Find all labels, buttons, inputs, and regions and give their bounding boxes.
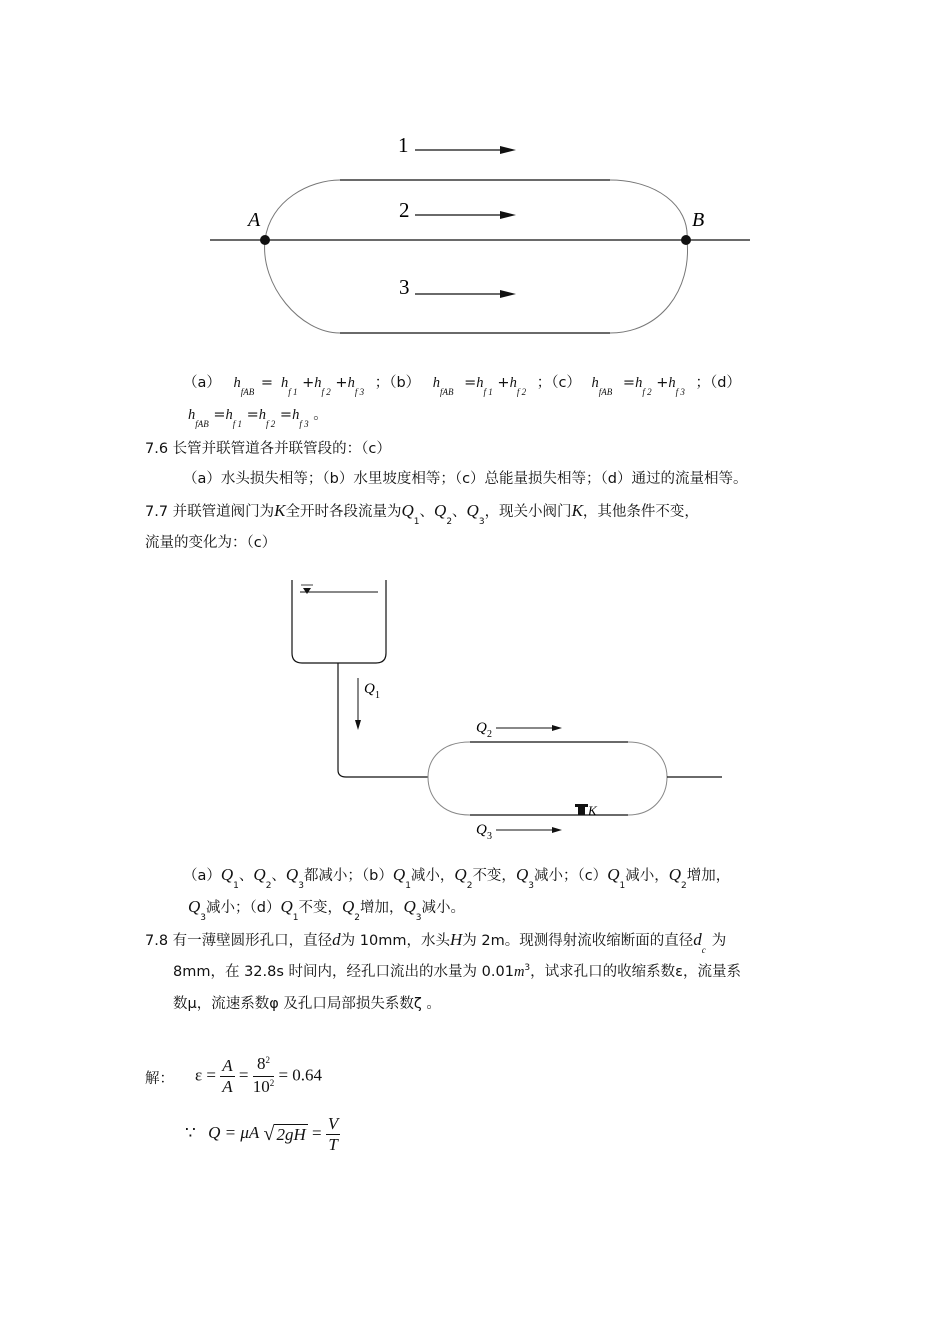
upper-pipe [265, 180, 687, 240]
upper-branch [428, 742, 667, 777]
valve-k-label: K [588, 803, 597, 818]
question-7-7-stem: 7.7 并联管道阀门为K全开时各段流量为$Q_1$、$Q_2$、$Q_3$，现关小阀门K，其他条件不变， [145, 501, 699, 527]
tank-pipe-figure-2 [280, 575, 740, 845]
svg-text:2: 2 [487, 729, 492, 740]
flow-arrow-3 [415, 290, 516, 298]
prev-options-line-1: （a） $h_{fAB} = h_{f 1} +h_{f 2} +h_{f 3}$ ；（b） $h_{fAB} =h_{f 1} +h_{f 2}$ ；（c） $h_{fAB} =h_{f 2} +h_{f 3}$ ；（d） [183, 375, 741, 397]
solution-label: 解： [145, 1071, 174, 1087]
question-7-6-stem: 7.6 长管并联管道各并联管段的：（c） [145, 441, 391, 457]
option-a-label: （a） [183, 375, 221, 391]
q3-label: Q [476, 822, 487, 838]
q1-label: Q [364, 681, 375, 697]
question-7-6-options: （a）水头损失相等；（b）水里坡度相等；（c）总能量损失相等；（d）通过的流量相等。 [183, 471, 748, 487]
q2-arrow [552, 725, 562, 731]
water-level-marker [303, 588, 311, 594]
question-7-8-line-1: 7.8 有一薄壁圆形孔口，直径d为 10mm，水头H为 2m。现测得射流收缩断面的直径$d_c$为 [145, 930, 727, 955]
option-b-label: ；（b） [374, 375, 421, 391]
lower-branch [428, 777, 667, 815]
flow-arrow-2 [415, 211, 516, 219]
lower-pipe [265, 240, 688, 333]
node-b-dot [681, 235, 691, 245]
question-7-7-options-line-1: $(a)Q_1$、$Q_2$、$Q_3$都减小；$(b)Q_1$减小，$Q_2$不变，$Q_3$减小；$(c)Q_1$减小，$Q_2$增加， [183, 865, 731, 891]
option-end: 。 [313, 407, 328, 423]
q2-label: Q [476, 720, 487, 736]
parallel-pipe-figure-1 [200, 125, 760, 345]
vertical-pipe [338, 663, 428, 777]
prev-options-line-2: $h_{fAB} =h_{f 1} =h_{f 2} =h_{f 3}$ 。 [188, 407, 328, 429]
solution-eq-2: ∵ Q = μA √ 2gH = $\frac{V}{T}$ [185, 1114, 339, 1154]
flow-arrow-1 [415, 146, 516, 154]
option-c-label: ；（c） [536, 375, 581, 391]
pipe-1-label: 1 [398, 133, 409, 157]
node-a-dot [260, 235, 270, 245]
question-7-7-options-line-2: $Q_3$减小；$(d)Q_1$不变，$Q_2$增加，$Q_3$减小。 [188, 897, 466, 923]
pipe-2-label: 2 [399, 198, 410, 222]
svg-text:3: 3 [487, 831, 492, 842]
node-b-label: B [692, 209, 705, 231]
question-7-8-line-3: 数μ，流速系数φ 及孔口局部损失系数ζ 。 [173, 996, 441, 1012]
svg-text:1: 1 [375, 690, 380, 701]
pipe-3-label: 3 [399, 275, 410, 299]
option-d-label: ；（d） [695, 375, 741, 391]
question-7-8-line-2: 8mm，在 32.8s 时间内，经孔口流出的水量为 $0.01m^3$，试求孔口的收缩系数ε，流量系 [173, 963, 741, 980]
question-7-7-stem-line-2: 流量的变化为：（c） [145, 535, 277, 551]
q3-arrow [552, 827, 562, 833]
solution-eq-1: ε = $\frac{A}{A}$ = $\frac{8^2}{10^2}$ = 0.64 [195, 1054, 323, 1096]
q1-arrow [355, 720, 361, 730]
node-a-label: A [248, 209, 261, 231]
